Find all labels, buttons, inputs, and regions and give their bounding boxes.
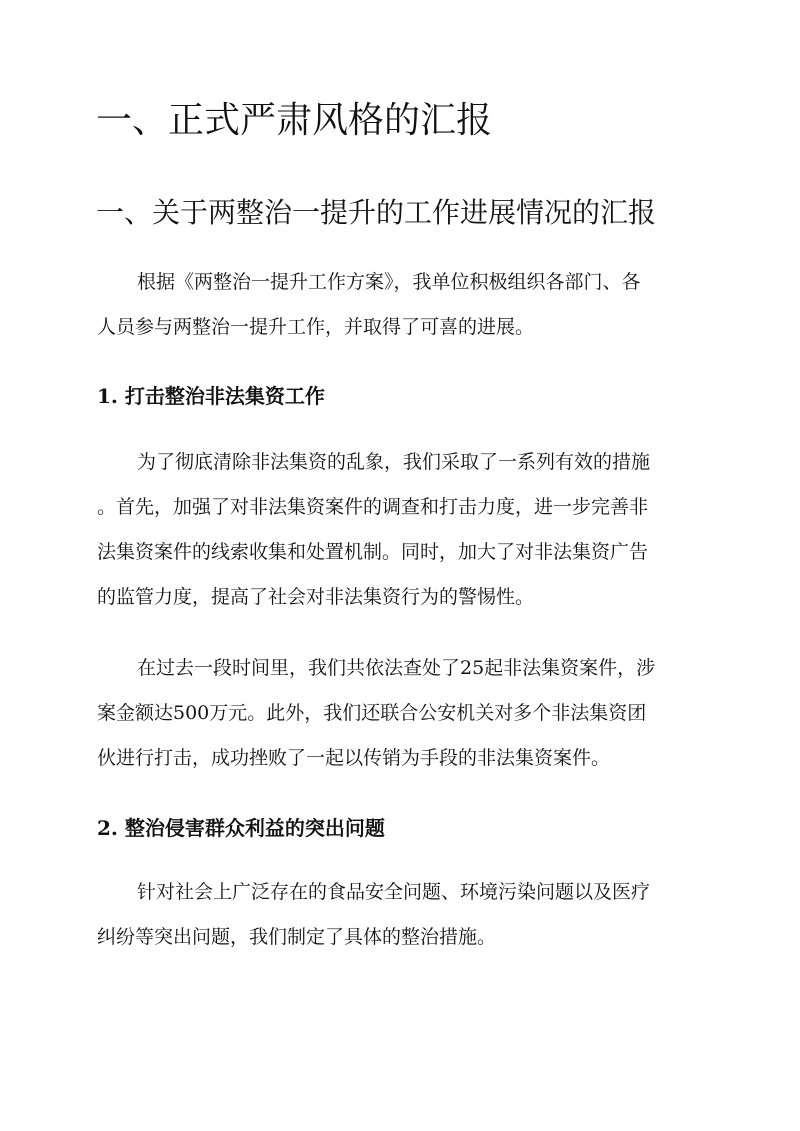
paragraph-line: 为了彻底清除非法集资的乱象，我们采取了一系列有效的措施 [137,451,651,473]
paragraph-line: 的监管力度，提高了社会对非法集资行为的警惕性。 [97,586,535,608]
paragraph-line: 根据《两整治一提升工作方案》，我单位积极组织各部门、各 [137,271,641,293]
paragraph-line: 针对社会上广泛存在的食品安全问题、环境污染问题以及医疗 [137,881,651,903]
paragraph-line: 人员参与两整治一提升工作，并取得了可喜的进展。 [97,316,535,338]
section-heading-2: 2. 整治侵害群众利益的突出问题 [97,816,385,840]
paragraph-line: 伙进行打击，成功挫败了一起以传销为手段的非法集资案件。 [97,747,611,769]
section2-paragraph-1 [97,870,705,960]
paragraph-line: 在过去一段时间里，我们共依法查处了25起非法集资案件，涉 [137,657,656,679]
paragraph-line: 。首先，加强了对非法集资案件的调查和打击力度，进一步完善非 [97,496,649,518]
paragraph-line: 法集资案件的线索收集和处置机制。同时，加大了对非法集资广告 [97,541,649,563]
section1-paragraph-1 [97,440,705,620]
main-title: 一、正式严肃风格的汇报 [96,100,493,141]
section1-paragraph-2 [97,646,705,781]
paragraph-line: 纠纷等突出问题，我们制定了具体的整治措施。 [97,926,497,948]
paragraph-line: 案金额达500万元。此外，我们还联合公安机关对多个非法集资团 [97,702,647,724]
section-heading-1: 1. 打击整治非法集资工作 [97,384,325,408]
report-title: 一、关于两整治一提升的工作进展情况的汇报 [96,196,657,229]
intro-paragraph [97,260,705,350]
